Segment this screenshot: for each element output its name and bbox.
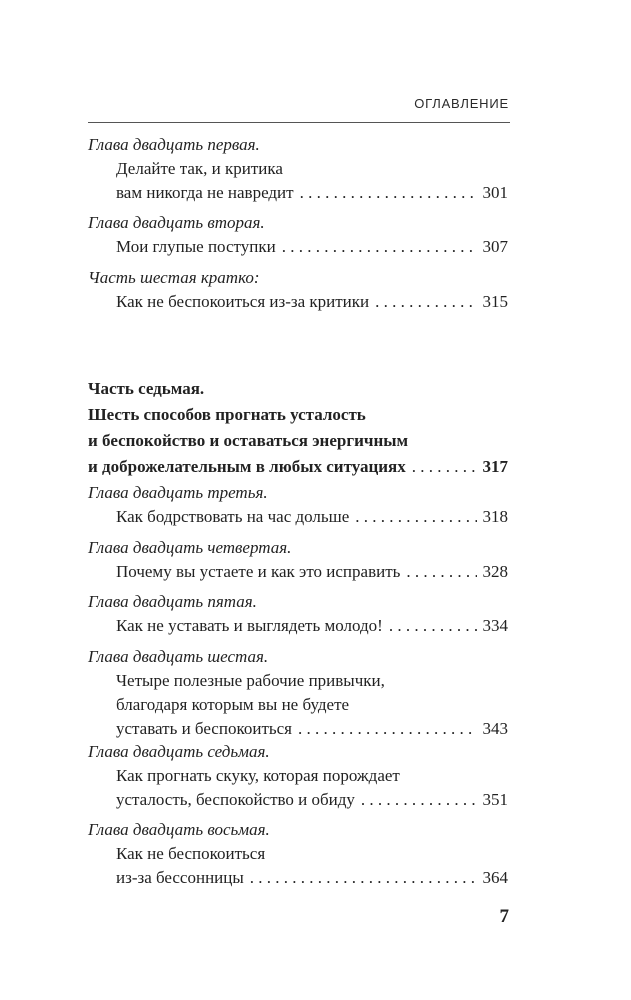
- chapter-label: Глава двадцать шестая.: [88, 647, 269, 666]
- leader-dots: [375, 290, 476, 314]
- entry-title: уставать и беспокоиться: [116, 719, 292, 738]
- part-line: [88, 376, 508, 402]
- part-line: [88, 454, 508, 480]
- chapter-label: Глава двадцать четвертая.: [88, 538, 292, 557]
- page-ref: 351: [482, 790, 508, 809]
- page-ref: 343: [482, 719, 508, 738]
- entry-title: Как бодрствовать на час дольше: [116, 507, 350, 526]
- entry-title: Как не беспокоиться: [116, 844, 266, 863]
- entry-line: [116, 764, 508, 788]
- entry-line: [116, 717, 508, 741]
- part-line: [88, 428, 508, 454]
- leader-dots: [250, 866, 477, 890]
- leader-dots: [412, 454, 477, 480]
- part-title: Шесть способов прогнать усталость: [88, 405, 366, 424]
- entry-line: [116, 842, 508, 866]
- page-ref: 315: [482, 292, 508, 311]
- leader-dots: [406, 560, 476, 584]
- entry-title: Как прогнать скуку, которая порождает: [116, 766, 400, 785]
- chapter-label: Глава двадцать вторая.: [88, 213, 265, 232]
- part-title: Часть седьмая.: [88, 379, 205, 398]
- leader-dots: [300, 181, 477, 205]
- header-rule: [88, 122, 510, 123]
- chapter-label: Глава двадцать пятая.: [88, 592, 257, 611]
- entry-title: Почему вы устаете и как это исправить: [116, 562, 401, 581]
- entry-line: [116, 560, 508, 584]
- entry-title: Как не уставать и выглядеть молодо!: [116, 616, 383, 635]
- page-ref: 307: [482, 237, 508, 256]
- leader-dots: [361, 788, 477, 812]
- page-ref: 364: [482, 868, 508, 887]
- toc-entry: [88, 590, 508, 638]
- entry-line: [116, 181, 508, 205]
- entry-line: [116, 157, 508, 181]
- toc-entry: [88, 645, 508, 741]
- entry-line: [116, 505, 508, 529]
- chapter-label: Часть шестая кратко:: [88, 268, 260, 287]
- toc-entry: [88, 481, 508, 529]
- entry-title: Делайте так, и критика: [116, 159, 283, 178]
- entry-line: [116, 866, 508, 890]
- page-ref: 328: [482, 562, 508, 581]
- entry-line: [116, 290, 508, 314]
- part-heading: [88, 376, 508, 480]
- chapter-label: Глава двадцать восьмая.: [88, 820, 270, 839]
- part-line: [88, 402, 508, 428]
- page-ref: 317: [482, 457, 508, 476]
- chapter-label: Глава двадцать первая.: [88, 135, 260, 154]
- leader-dots: [282, 235, 477, 259]
- entry-title: Четыре полезные рабочие привычки,: [116, 671, 385, 690]
- toc-entry: [88, 133, 508, 205]
- toc-entry: [88, 266, 508, 314]
- toc-entry: [88, 818, 508, 890]
- chapter-label: Глава двадцать третья.: [88, 483, 268, 502]
- entry-title: усталость, беспокойство и обиду: [116, 790, 355, 809]
- chapter-label: Глава двадцать седьмая.: [88, 742, 270, 761]
- page-ref: 318: [482, 507, 508, 526]
- entry-title: благодаря которым вы не будете: [116, 695, 350, 714]
- entry-line: [116, 669, 508, 693]
- page-ref: 334: [482, 616, 508, 635]
- entry-title: Как не беспокоиться из-за критики: [116, 292, 370, 311]
- leader-dots: [355, 505, 476, 529]
- entry-title: из-за бессонницы: [116, 868, 244, 887]
- entry-title: вам никогда не навредит: [116, 183, 294, 202]
- entry-line: [116, 788, 508, 812]
- entry-line: [116, 693, 508, 717]
- leader-dots: [298, 717, 477, 741]
- toc-entry: [88, 211, 508, 259]
- leader-dots: [389, 614, 477, 638]
- entry-title: Мои глупые поступки: [116, 237, 276, 256]
- page-number: 7: [499, 906, 509, 927]
- part-title: и беспокойство и оставаться энергичным: [88, 431, 409, 450]
- entry-line: [116, 614, 508, 638]
- toc-entry: [88, 740, 508, 812]
- toc-entry: [88, 536, 508, 584]
- running-head: ОГЛАВЛЕНИЕ: [414, 96, 509, 111]
- part-title: и доброжелательным в любых ситуациях: [88, 457, 406, 476]
- page-ref: 301: [482, 183, 508, 202]
- entry-line: [116, 235, 508, 259]
